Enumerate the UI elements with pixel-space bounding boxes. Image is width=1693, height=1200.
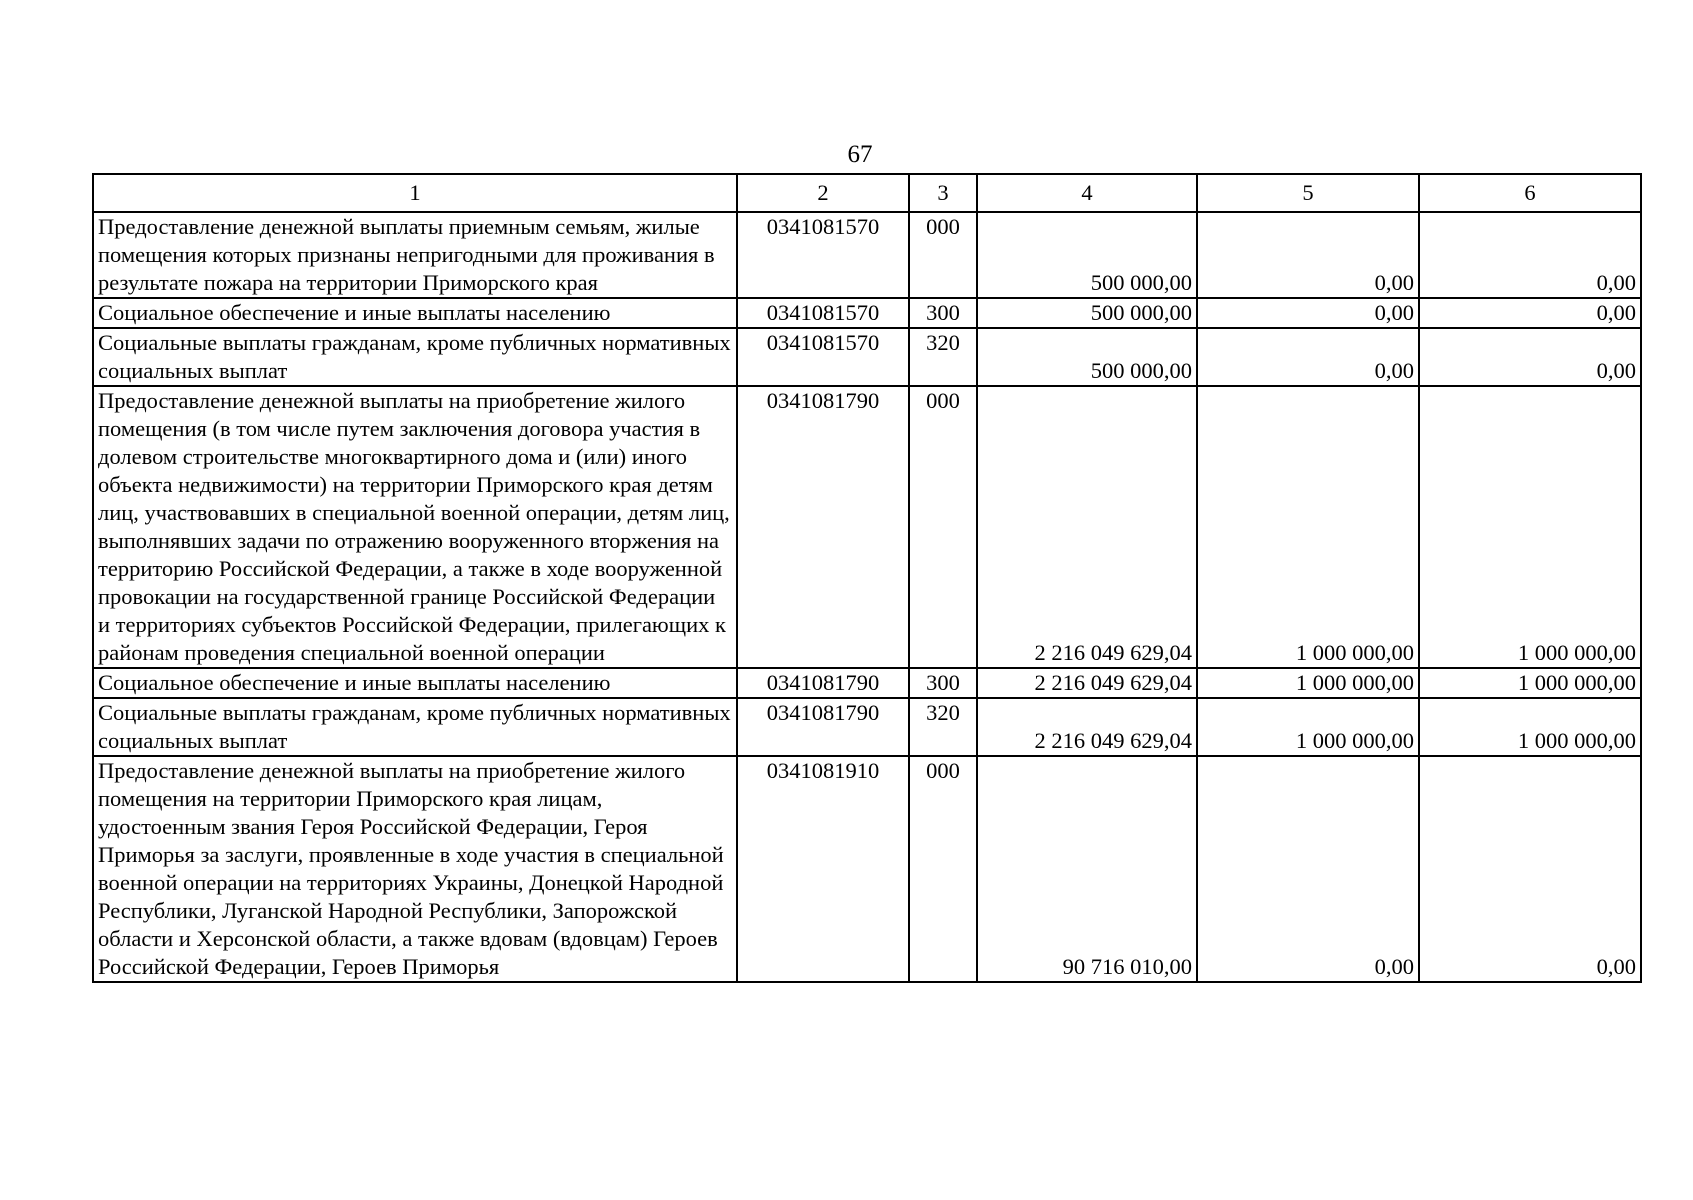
table-header [93,174,1641,212]
row-value-col4: 90 716 010,00 [977,756,1197,982]
row-code: 0341081910 [737,756,909,982]
row-code: 0341081790 [737,386,909,668]
table-row [93,386,1641,668]
header-col-6: 6 [1419,174,1641,212]
header-col-3: 3 [909,174,977,212]
row-value-col5: 1 000 000,00 [1197,698,1419,756]
row-value-col6: 1 000 000,00 [1419,668,1641,698]
row-value-col6: 0,00 [1419,212,1641,298]
row-expense-type: 000 [909,212,977,298]
table-row [93,756,1641,982]
row-expense-type: 300 [909,668,977,698]
row-value-col4: 500 000,00 [977,298,1197,328]
table-row [93,668,1641,698]
row-expense-type: 300 [909,298,977,328]
row-value-col5: 1 000 000,00 [1197,386,1419,668]
row-name: Социальное обеспечение и иные выплаты населению [93,298,737,328]
table-body [93,212,1641,982]
table-row [93,298,1641,328]
row-name: Предоставление денежной выплаты приемным семьям, жилые помещения которых признаны непригодными для проживания в результате пожара на территории Приморского края [93,212,737,298]
row-code: 0341081570 [737,298,909,328]
row-value-col6: 0,00 [1419,298,1641,328]
table-row [93,698,1641,756]
header-col-4: 4 [977,174,1197,212]
header-col-2: 2 [737,174,909,212]
row-value-col6: 1 000 000,00 [1419,698,1641,756]
row-value-col4: 2 216 049 629,04 [977,386,1197,668]
row-value-col6: 0,00 [1419,756,1641,982]
row-code: 0341081570 [737,212,909,298]
row-value-col6: 1 000 000,00 [1419,386,1641,668]
row-value-col4: 500 000,00 [977,328,1197,386]
table-row [93,328,1641,386]
row-name: Предоставление денежной выплаты на приобретение жилого помещения на территории Приморского края лицам, удостоенным звания Героя Российской Федерации, Героя Приморья за заслуги, проявленные в ходе участия в специальной военной операции на территориях Украины, Донецкой Народной Республики, Луганской Народной Республики, Запорожской области и Херсонской области, а также вдовам (вдовцам) Героев Российской Федерации, Героев Приморья [93,756,737,982]
row-name: Социальные выплаты гражданам, кроме публичных нормативных социальных выплат [93,328,737,386]
page-number: 67 [847,141,873,168]
table-row [93,212,1641,298]
row-expense-type: 320 [909,328,977,386]
budget-table [92,173,1642,983]
header-col-1: 1 [93,174,737,212]
row-code: 0341081790 [737,668,909,698]
row-value-col6: 0,00 [1419,328,1641,386]
row-code: 0341081790 [737,698,909,756]
header-row [93,174,1641,212]
row-value-col5: 0,00 [1197,328,1419,386]
row-expense-type: 000 [909,756,977,982]
row-name: Социальное обеспечение и иные выплаты населению [93,668,737,698]
row-value-col5: 0,00 [1197,756,1419,982]
row-value-col4: 2 216 049 629,04 [977,698,1197,756]
row-name: Социальные выплаты гражданам, кроме публичных нормативных социальных выплат [93,698,737,756]
row-value-col5: 0,00 [1197,298,1419,328]
row-value-col5: 0,00 [1197,212,1419,298]
row-code: 0341081570 [737,328,909,386]
header-col-5: 5 [1197,174,1419,212]
row-expense-type: 320 [909,698,977,756]
row-value-col4: 2 216 049 629,04 [977,668,1197,698]
row-name: Предоставление денежной выплаты на приобретение жилого помещения (в том числе путем заключения договора участия в долевом строительстве многоквартирного дома и (или) иного объекта недвижимости) на территории Приморского края детям лиц, участвовавших в специальной военной операции, детям лиц, выполнявших задачи по отражению вооруженного вторжения на территорию Российской Федерации, а также в ходе вооруженной провокации на государственной границе Российской Федерации и территориях субъектов Российской Федерации, прилегающих к районам проведения специальной военной операции [93,386,737,668]
row-value-col5: 1 000 000,00 [1197,668,1419,698]
row-expense-type: 000 [909,386,977,668]
row-value-col4: 500 000,00 [977,212,1197,298]
